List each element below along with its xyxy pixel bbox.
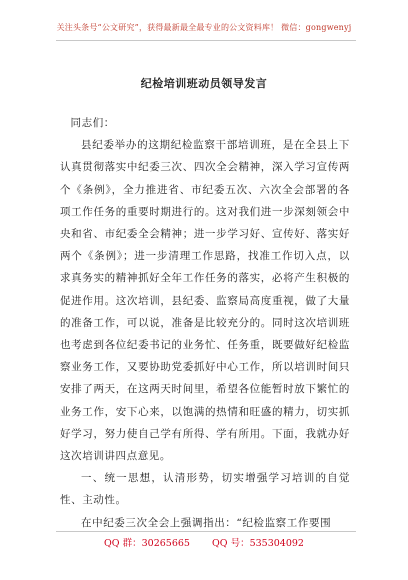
qq-group-number: 30265665: [141, 538, 190, 549]
qq-number: 535304092: [249, 538, 304, 549]
document-body: [60, 112, 350, 534]
salutation: 同志们：: [70, 117, 115, 129]
body-paragraph: 在中纪委三次全会上强调指出：“纪检监察工作要围: [81, 516, 332, 529]
footer-divider: [56, 531, 356, 532]
section-heading: 一、统一思想，认清形势，切实增强学习培训的自觉性、主动性。: [60, 472, 350, 507]
qq-group-label: QQ 群：: [104, 538, 142, 549]
footer-contact: [0, 535, 408, 549]
document-title: 纪检培训班动员领导发言: [140, 77, 268, 90]
header-divider: [56, 40, 356, 41]
header-banner: 关注头条号“公文研究”，获得最新最全最专业的公文资料库！ 微信：gongwenyj: [56, 23, 352, 32]
qq-label: QQ 号：: [211, 538, 250, 549]
body-paragraph: 县纪委举办的这期纪检监察干部培训班，是在全县上下认真贯彻落实中纪委三次、四次全会精神，深入学习宣传两个《条例》，全力推进省、市纪委五次、六次全会部署的各项工作任务的重要时期进行的。这对我们进一步深刻领会中央和省、市纪委全会精神；进一步学习好、宣传好、落实好两个《条例》；进一步清理工作思路，找准工作切入点，以求真务实的精神抓好全年工作任务的落实，必将产生积极的促进作用。这次培训，县纪委、监察局高度重视，做了大量的准备工作，可以说，准备是比较充分的。同时这次培训班也考虑到各位纪委书记的业务忙、任务重，既要做好纪检监察业务工作，又要协助党委抓好中心工作，所以培训时间只安排了两天，在这两天时间里，希望各位能暂时放下繁忙的业务工作，安下心来，以饱满的热情和旺盛的精力，切实抓好学习，努力使自己学有所得、学有所用。下面，我就办好这次培训讲四点意见。: [60, 139, 350, 463]
